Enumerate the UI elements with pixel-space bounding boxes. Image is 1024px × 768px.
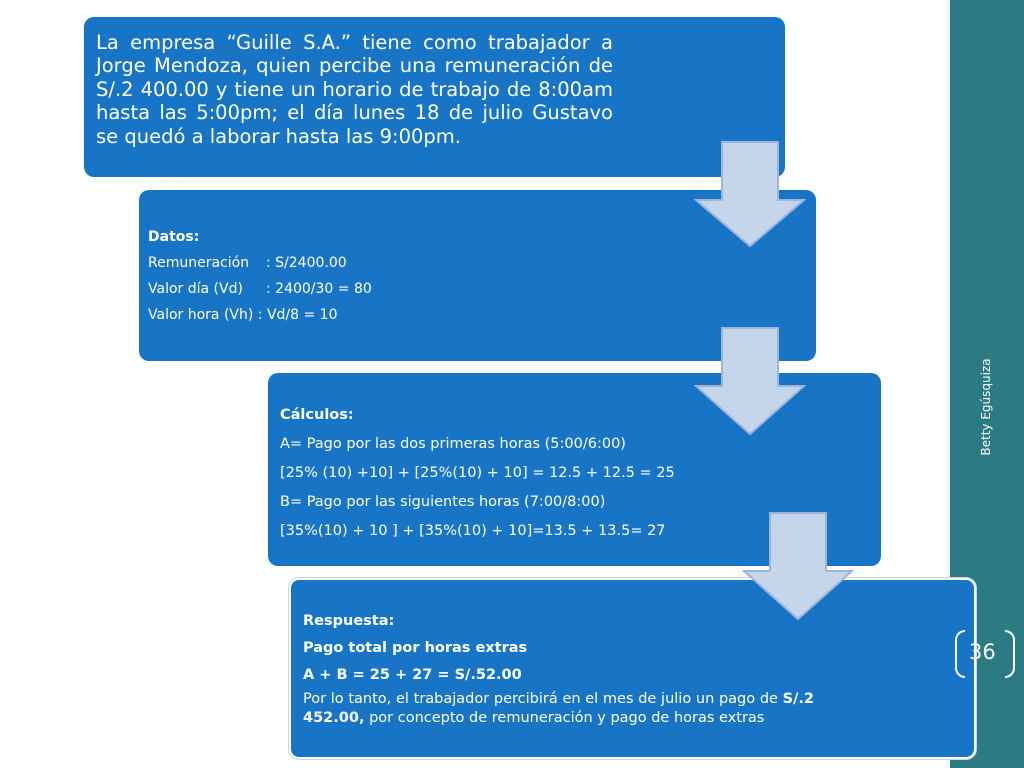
problem-statement-box bbox=[84, 17, 785, 177]
datos-row: Valor hora (Vh) : Vd/8 = 10 bbox=[148, 307, 338, 323]
respuesta-paragraph-text: Por lo tanto, el trabajador percibirá en el mes de julio un pago de bbox=[303, 691, 783, 707]
down-arrow-icon bbox=[742, 511, 854, 621]
datos-row bbox=[148, 276, 804, 302]
datos-label: Remuneración bbox=[148, 255, 250, 271]
problem-statement-text: La empresa “Guille S.A.” tiene como trabajador a Jorge Mendoza, quien percibe una remuneración de S/.2 400.00 y tiene un horario de trabajo de 8:00am hasta las 5:00pm; el día lunes 18 de julio Gustavo se quedó a laborar hasta las 9:00pm. bbox=[96, 31, 613, 148]
respuesta-box bbox=[289, 578, 976, 759]
down-arrow-icon bbox=[694, 326, 806, 436]
calculos-line: B= Pago por las siguientes horas (7:00/8:00) bbox=[280, 494, 606, 510]
respuesta-total-amount: S/.2 452.00, bbox=[303, 691, 814, 726]
datos-label: Valor día (Vd) bbox=[148, 281, 243, 297]
datos-row bbox=[148, 250, 804, 276]
page-number-text: 36 bbox=[969, 640, 996, 664]
right-bracket-icon bbox=[1005, 630, 1015, 678]
author-label: Betty Egúsquiza bbox=[979, 358, 993, 456]
respuesta-line: A + B = 25 + 27 = S/.52.00 bbox=[303, 667, 522, 683]
calculos-line: [35%(10) + 10 ] + [35%(10) + 10]=13.5 + 13.5= 27 bbox=[280, 523, 666, 539]
calculos-line: [25% (10) +10] + [25%(10) + 10] = 12.5 + 12.5 = 25 bbox=[280, 465, 675, 481]
respuesta-title: Respuesta: bbox=[303, 613, 395, 629]
respuesta-line: Pago total por horas extras bbox=[303, 640, 528, 656]
page-number bbox=[955, 630, 1019, 684]
down-arrow-icon bbox=[694, 140, 806, 248]
respuesta-paragraph-text: por concepto de remuneración y pago de horas extras bbox=[364, 709, 765, 726]
datos-value: : S/2400.00 bbox=[266, 255, 347, 271]
respuesta-paragraph bbox=[303, 690, 814, 727]
calculos-line: A= Pago por las dos primeras horas (5:00/6:00) bbox=[280, 436, 626, 452]
datos-title: Datos: bbox=[148, 229, 200, 245]
left-bracket-icon bbox=[955, 630, 965, 678]
datos-value: : 2400/30 = 80 bbox=[266, 281, 372, 297]
calculos-title: Cálculos: bbox=[280, 407, 354, 423]
